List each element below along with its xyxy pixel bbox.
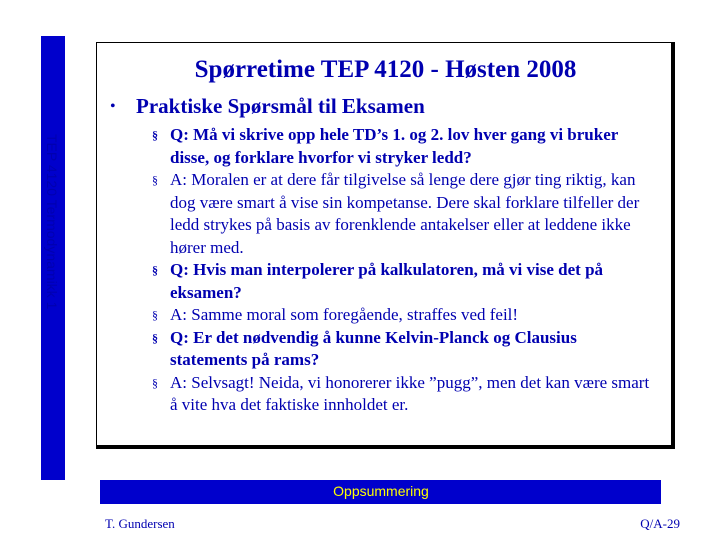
footer-author: T. Gundersen xyxy=(105,516,175,531)
list-item xyxy=(152,259,652,304)
section-bullet-icon: § xyxy=(152,330,158,345)
list-item xyxy=(152,372,652,417)
slide-title: Spørretime TEP 4120 - Høsten 2008 xyxy=(194,56,577,83)
list-item-text: A: Selvsagt! Neida, vi honorerer ikke ”pugg”, men det kan være smart å vite hva det faktiske innholdet er. xyxy=(170,372,650,414)
qa-list xyxy=(152,124,652,417)
list-item xyxy=(152,124,652,169)
list-item-text: Q: Må vi skrive opp hele TD’s 1. og 2. lov hver gang vi bruker disse, og forklare hvorfor vi stryker ledd? xyxy=(170,125,619,167)
section-bullet-icon: § xyxy=(152,375,158,390)
summary-link[interactable]: Oppsummering xyxy=(333,483,429,499)
list-item-text: A: Moralen er at dere får tilgivelse så lenge dere gjør ting riktig, kan dog være smart å vise sin kompetanse. Dere skal forklare tilfeller der ledd strykes på basis av forenklende antakelser eller at leddene ikke hører med. xyxy=(170,170,640,257)
heading-bullet-icon: • xyxy=(110,98,116,115)
list-item-text: Q: Hvis man interpolerer på kalkulatoren, må vi vise det på eksamen? xyxy=(170,260,604,302)
list-item-text: A: Samme moral som foregående, straffes ved feil! xyxy=(170,305,519,324)
list-item xyxy=(152,327,652,372)
section-bullet-icon: § xyxy=(152,173,158,187)
section-bullet-icon: § xyxy=(152,128,158,142)
heading-text: Praktiske Spørsmål til Eksamen xyxy=(136,94,425,118)
slide-heading xyxy=(110,94,425,119)
course-vertical-label: TEP 4120 Termodynamikk 1 xyxy=(44,134,60,310)
list-item xyxy=(152,304,652,327)
list-item xyxy=(152,169,652,259)
section-bullet-icon: § xyxy=(152,308,158,322)
page-number: Q/A-29 xyxy=(640,516,680,531)
section-bullet-icon: § xyxy=(152,263,158,277)
list-item-text: Q: Er det nødvendig å kunne Kelvin-Planck og Clausius statements på rams? xyxy=(170,327,577,369)
